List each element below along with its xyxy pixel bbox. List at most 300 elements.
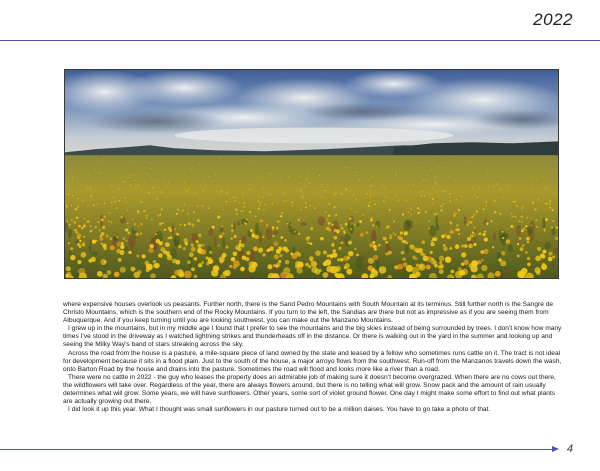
flower-dot [223, 209, 224, 210]
flower-dot [228, 187, 229, 188]
flower-dot [81, 242, 85, 246]
flower-dot [479, 233, 482, 236]
flower-dot [449, 201, 451, 203]
flower-dot [90, 195, 92, 197]
flower-dot [355, 168, 356, 169]
flower-dot [402, 166, 403, 167]
flower-dot [99, 229, 101, 231]
flower-dot [551, 209, 553, 211]
flower-dot [481, 259, 484, 262]
arrow-right-icon [552, 446, 559, 452]
flower-dot [305, 206, 307, 208]
flower-dot [415, 167, 416, 168]
flower-dot [322, 196, 323, 197]
body-text [63, 301, 563, 414]
flower-dot [107, 169, 108, 170]
flower-dot [527, 217, 529, 219]
flower-dot [382, 185, 383, 186]
foliage-blotch [208, 229, 213, 237]
flower-dot [233, 260, 240, 267]
flower-dot [484, 231, 486, 233]
flower-dot [260, 219, 263, 222]
flower-dot [279, 254, 282, 257]
flower-dot [194, 193, 195, 194]
flower-dot [328, 228, 331, 231]
flower-dot [532, 177, 533, 178]
flower-dot [419, 209, 421, 211]
flower-dot [202, 244, 205, 247]
paragraph: There were no cattle in 2022 - the guy who leases the property does an admirable job of making sure it doesn’t become overgrazed. When there are no cows out there, the wildflowers will take over. Regardless of the year, there are always flowers around, but there is no telling what will grow. Snow pack and the amount of rain usually determines what will grow. Some years, we will have sunflowers. Other years, some sort of violet ground flower. One day I might make some effort to find out what plants are actually growing out there. [63, 373, 556, 406]
flower-dot [110, 245, 115, 250]
paragraph: where expensive houses overlook us peasants. Further north, there is the Sand Pedro Mountains with South Mountain at its terminus. Still further north is the Sangre de Christo Mountains, which is the southern end of the Rocky Mountains. If you turn to the left, the Sandias are there but not as impressive as if you are seeing them from Albuquerque. And if you keep turning until you are looking southwest, you can make out the Manzano Mountains. [63, 301, 554, 325]
flower-dot [513, 201, 515, 203]
flower-dot [98, 173, 99, 174]
flower-dot [273, 264, 276, 267]
flower-dot [301, 190, 302, 191]
flower-dot [191, 243, 194, 246]
flower-dot [264, 177, 265, 178]
flower-dot [87, 220, 90, 223]
flower-dot [158, 253, 163, 258]
flower-dot [118, 200, 120, 202]
flower-dot [301, 158, 302, 159]
foliage-blotch [174, 239, 178, 245]
flower-dot [495, 271, 501, 277]
flower-dot [66, 266, 71, 271]
flower-dot [530, 218, 532, 220]
flower-dot [517, 243, 519, 245]
flower-dot [338, 165, 339, 166]
flower-dot [510, 225, 513, 228]
flower-dot [272, 235, 274, 237]
flower-dot [87, 206, 88, 207]
paragraph: I grew up in the mountains, but in my middle age I found that I prefer to see the mountains and the big skies instead of being surrounded by trees. I don’t know how many times I’ve stood in the driveway as I watched lightning strikes and thunderheads off in the distance. Or there is walking out in the yard in the summer and looking up and seeing the Milky Way’s band of stars streaking across the sky. [63, 325, 562, 349]
flower-dot [413, 184, 414, 185]
flower-dot [66, 206, 68, 208]
foliage-blotch [344, 234, 351, 247]
flower-dot [439, 159, 440, 160]
flower-dot [220, 158, 221, 159]
flower-dot [408, 208, 409, 209]
flower-dot [156, 239, 161, 243]
foliage-blotch [545, 242, 551, 250]
flower-dot [99, 237, 103, 241]
flower-dot [241, 244, 245, 248]
flower-dot [318, 203, 319, 204]
flower-dot [443, 167, 444, 168]
flower-dot [326, 266, 333, 273]
flower-dot [480, 250, 484, 254]
flower-dot [212, 226, 215, 229]
flower-dot [542, 250, 546, 254]
foliage-blotch [222, 237, 225, 249]
flower-dot [255, 216, 257, 218]
flower-dot [148, 248, 153, 253]
foliage-blotch [318, 216, 326, 225]
flower-dot [519, 237, 521, 239]
flower-dot [140, 201, 141, 202]
flower-dot [299, 183, 300, 184]
flower-dot [347, 256, 350, 259]
flower-dot [305, 203, 306, 204]
flower-dot [236, 213, 238, 215]
flower-dot [185, 243, 188, 246]
flower-dot [302, 197, 304, 199]
flower-dot [88, 174, 89, 175]
flower-dot [130, 175, 131, 176]
flower-dot [431, 193, 432, 194]
flower-dot [368, 204, 369, 205]
flower-dot [476, 196, 478, 198]
flower-dot [430, 170, 431, 171]
flower-dot [197, 205, 198, 206]
flower-dot [506, 239, 510, 243]
flower-dot [521, 206, 523, 208]
flower-dot [432, 198, 434, 200]
flower-dot [397, 187, 398, 188]
flower-dot [425, 211, 427, 213]
flower-dot [439, 261, 442, 264]
flower-dot [402, 240, 405, 243]
flower-dot [328, 203, 330, 205]
flower-dot [168, 182, 169, 183]
flower-dot [396, 168, 397, 169]
flower-dot [209, 176, 210, 177]
flower-dot [517, 271, 525, 278]
flower-dot [79, 240, 81, 242]
flower-dot [435, 182, 436, 183]
flower-dot [138, 185, 139, 186]
flower-dot [66, 220, 68, 222]
flower-dot [221, 225, 223, 227]
flower-dot [278, 246, 282, 250]
flower-dot [249, 211, 251, 213]
flower-dot [369, 243, 373, 247]
flower-dot [175, 164, 176, 165]
flower-dot [464, 244, 468, 248]
flower-dot [467, 160, 468, 161]
flower-dot [514, 216, 516, 218]
flower-dot [182, 210, 184, 212]
flower-dot [501, 231, 503, 233]
flower-dot [103, 247, 106, 250]
flower-dot [367, 193, 368, 194]
flower-dot [127, 223, 129, 225]
flower-dot [77, 206, 79, 208]
flower-dot [353, 194, 354, 195]
flower-dot [546, 203, 547, 204]
flower-dot [176, 194, 177, 195]
flower-dot [201, 249, 207, 255]
flower-dot [245, 223, 247, 225]
flower-dot [159, 214, 161, 216]
flower-dot [354, 248, 357, 250]
flower-dot [124, 197, 126, 199]
flower-dot [242, 159, 243, 160]
flower-dot [328, 222, 331, 225]
flower-dot [226, 191, 227, 192]
flower-dot [368, 179, 369, 180]
foliage-blotch [348, 221, 350, 233]
flower-dot [280, 181, 281, 182]
flower-dot [526, 237, 530, 241]
flower-dot [95, 170, 96, 171]
flower-dot [162, 222, 164, 224]
flower-dot [420, 183, 421, 184]
flower-dot [74, 229, 77, 232]
flower-dot [157, 215, 159, 217]
flower-dot [351, 172, 352, 173]
flower-dot [137, 225, 139, 227]
flower-dot [272, 229, 274, 231]
flower-dot [323, 250, 327, 254]
flower-dot [428, 220, 430, 222]
flower-dot [107, 270, 112, 275]
flower-dot [258, 196, 259, 197]
flower-dot [481, 164, 482, 165]
flower-dot [186, 191, 187, 192]
flower-dot [222, 232, 225, 235]
flower-dot [240, 267, 245, 272]
flower-dot [418, 212, 420, 214]
flower-dot [485, 205, 486, 206]
flower-dot [354, 224, 356, 226]
flower-dot [434, 213, 436, 215]
flower-dot [551, 207, 552, 208]
flower-dot [120, 245, 124, 249]
flower-dot [348, 241, 352, 245]
flower-dot [300, 177, 301, 178]
flower-dot [110, 221, 112, 223]
flower-dot [434, 237, 438, 241]
flower-dot [108, 220, 110, 222]
flower-dot [298, 233, 300, 235]
flower-dot [420, 167, 421, 168]
flower-dot [443, 203, 445, 205]
flower-dot [267, 264, 272, 269]
flower-dot [83, 236, 85, 238]
flower-dot [337, 258, 340, 261]
flower-dot [379, 266, 387, 274]
flower-dot [259, 205, 260, 206]
flower-dot [96, 158, 97, 159]
flower-dot [549, 200, 551, 202]
flower-dot [468, 221, 471, 224]
flower-dot [452, 231, 454, 233]
flower-dot [243, 206, 245, 208]
flower-dot [121, 242, 124, 245]
flower-dot [95, 226, 97, 228]
flower-dot [409, 244, 411, 246]
flower-dot [147, 174, 148, 175]
flower-dot [70, 247, 73, 250]
flower-dot [277, 220, 280, 223]
flower-dot [440, 209, 442, 211]
flower-dot [500, 188, 501, 189]
flower-dot [492, 246, 494, 248]
flower-dot [81, 227, 83, 229]
bottom-divider [0, 449, 556, 450]
flower-dot [348, 167, 349, 168]
flower-dot [125, 202, 126, 203]
flower-dot [476, 210, 478, 212]
foliage-blotch [357, 223, 360, 227]
flower-dot [371, 217, 373, 219]
flower-dot [531, 225, 533, 227]
flower-dot [98, 221, 100, 223]
flower-dot [543, 177, 544, 178]
flower-dot [423, 256, 428, 261]
flower-dot [68, 242, 70, 244]
foliage-blotch [233, 221, 235, 230]
flower-dot [472, 231, 474, 233]
flower-dot [251, 234, 255, 238]
flower-dot [446, 235, 450, 239]
flower-dot [434, 264, 437, 267]
flower-dot [174, 171, 175, 172]
flower-dot [507, 185, 508, 186]
flower-dot [183, 188, 184, 189]
flower-dot [336, 230, 340, 234]
foliage-blotch [237, 220, 239, 226]
flower-dot [202, 205, 204, 207]
flower-dot [118, 188, 119, 189]
flower-dot [163, 181, 164, 182]
flower-dot [184, 224, 186, 226]
flower-dot [549, 199, 550, 200]
flower-dot [114, 272, 120, 278]
flower-dot [142, 254, 146, 258]
flower-dot [251, 231, 254, 234]
landscape-photo [64, 69, 559, 279]
flower-dot [300, 209, 301, 210]
flower-dot [389, 237, 391, 239]
flower-dot [345, 263, 350, 268]
flower-dot [532, 175, 533, 176]
flower-dot [245, 257, 249, 261]
flower-dot [393, 221, 395, 223]
flower-dot [130, 267, 135, 272]
flower-dot [100, 235, 102, 237]
flower-dot [191, 247, 196, 252]
flower-dot [123, 181, 124, 182]
flower-dot [482, 233, 485, 236]
flower-dot [519, 220, 521, 222]
flower-dot [309, 183, 310, 184]
flower-dot [482, 205, 483, 206]
flower-dot [193, 211, 195, 213]
flower-dot [132, 218, 134, 220]
flower-dot [260, 202, 262, 204]
flower-dot [439, 256, 445, 262]
flower-dot [159, 187, 160, 188]
flower-dot [231, 257, 236, 262]
flower-dot [220, 159, 221, 160]
flower-dot [521, 215, 524, 218]
flower-dot [180, 224, 182, 226]
flower-dot [266, 224, 268, 226]
flower-dot [306, 237, 310, 241]
flower-dot [443, 191, 444, 192]
foliage-blotch [516, 225, 521, 236]
flower-dot [310, 205, 311, 206]
flower-dot [463, 260, 468, 265]
flower-dot [97, 271, 103, 277]
flower-dot [485, 201, 487, 203]
flower-dot [541, 201, 542, 202]
flower-dot [405, 200, 407, 202]
flower-dot [123, 193, 124, 194]
flower-dot [146, 217, 148, 219]
flower-dot [441, 205, 443, 207]
flower-dot [360, 233, 364, 237]
flower-dot [100, 259, 106, 265]
flower-dot [497, 184, 498, 185]
flower-dot [404, 232, 408, 236]
flower-dot [154, 180, 155, 181]
flower-dot [189, 252, 194, 257]
flower-dot [556, 226, 558, 228]
flower-dot [458, 209, 460, 211]
flower-dot [310, 242, 313, 245]
foliage-blotch [214, 236, 216, 248]
flower-dot [128, 251, 131, 254]
flower-dot [99, 172, 100, 173]
flower-dot [393, 169, 394, 170]
flower-dot [140, 223, 143, 226]
flower-dot [158, 179, 159, 180]
flower-dot [548, 257, 553, 262]
flower-dot [370, 197, 371, 198]
flower-dot [316, 186, 317, 187]
flower-dot [350, 228, 352, 230]
flower-dot [298, 219, 300, 221]
flower-dot [82, 200, 84, 202]
flower-dot [520, 247, 524, 251]
flower-dot [486, 222, 489, 225]
flower-dot [197, 219, 200, 222]
flower-dot [449, 176, 450, 177]
flower-dot [341, 193, 343, 195]
flower-dot [521, 221, 523, 223]
flower-dot [383, 237, 387, 241]
flower-dot [191, 224, 194, 227]
flower-dot [402, 213, 404, 215]
flower-dot [522, 244, 525, 247]
flower-dot [487, 170, 488, 171]
flower-dot [102, 226, 105, 229]
flower-dot [459, 270, 465, 276]
flower-dot [262, 196, 263, 197]
flower-dot [441, 235, 445, 239]
flower-dot [370, 195, 371, 196]
flower-dot [453, 214, 455, 216]
flower-dot [494, 211, 496, 213]
flower-dot [335, 214, 337, 216]
flower-dot [362, 214, 364, 216]
flower-dot [450, 222, 452, 224]
flower-dot [470, 265, 477, 272]
flower-dot [104, 203, 106, 205]
flower-dot [153, 260, 156, 263]
foliage-blotch [167, 267, 172, 275]
flower-dot [282, 247, 286, 251]
flower-dot [125, 240, 127, 242]
flower-dot [101, 218, 104, 221]
flower-dot [432, 203, 433, 204]
flower-dot [332, 249, 336, 252]
flower-dot [381, 164, 382, 165]
